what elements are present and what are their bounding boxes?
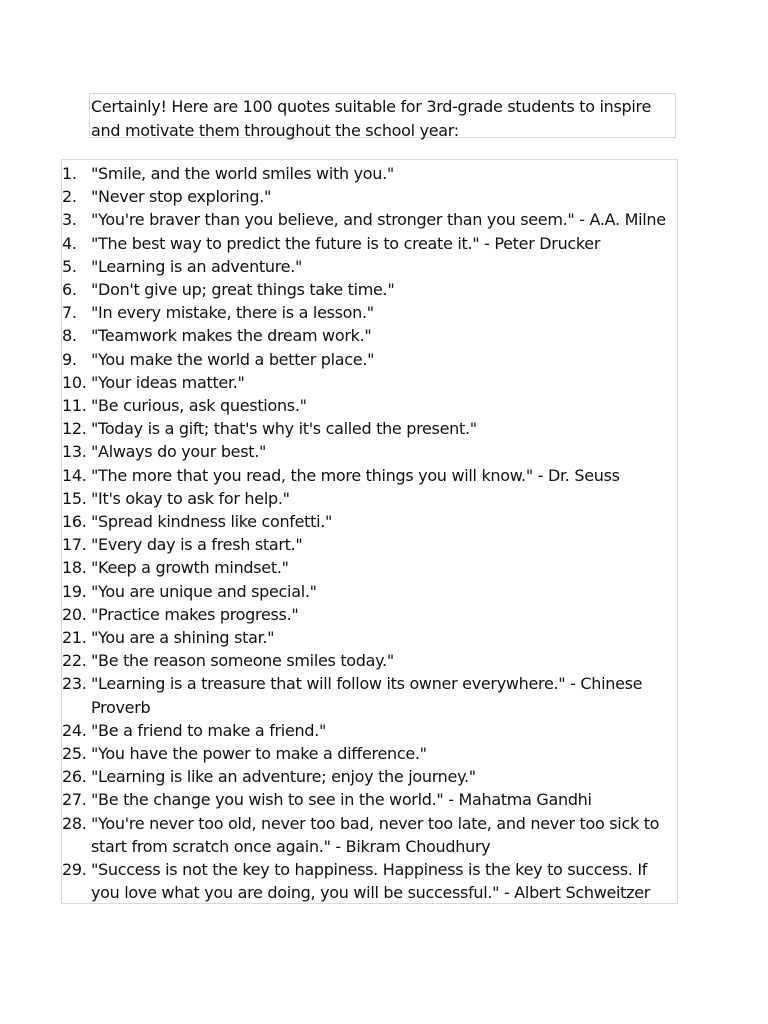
list-item-number: 20. <box>62 604 87 624</box>
list-item <box>62 324 677 347</box>
list-item-number: 3. <box>62 210 77 230</box>
list-item-number: 4. <box>62 233 77 253</box>
list-item <box>62 742 677 765</box>
intro-paragraph-box <box>89 93 676 138</box>
list-item-quote: "You have the power to make a difference." <box>91 744 427 764</box>
list-item-quote: "The best way to predict the future is to create it." - Peter Drucker <box>91 233 601 253</box>
list-item-number: 6. <box>62 280 77 300</box>
list-item <box>62 672 677 718</box>
list-item <box>62 719 677 742</box>
list-item <box>62 301 677 324</box>
list-item <box>62 649 677 672</box>
list-item-quote: "Don't give up; great things take time." <box>91 280 395 300</box>
list-item-quote: "You make the world a better place." <box>91 349 375 369</box>
list-item-quote: "You're braver than you believe, and stronger than you seem." - A.A. Milne <box>91 210 666 230</box>
list-item-number: 15. <box>62 488 87 508</box>
list-item-quote: "Learning is like an adventure; enjoy the journey." <box>91 767 476 787</box>
list-item-quote: "Never stop exploring." <box>91 187 272 207</box>
list-item-number: 12. <box>62 419 87 439</box>
list-item-quote: "Your ideas matter." <box>91 372 245 392</box>
list-item-number: 18. <box>62 558 87 578</box>
list-item-number: 9. <box>62 349 77 369</box>
list-item-number: 21. <box>62 628 87 648</box>
list-item-number: 19. <box>62 581 87 601</box>
list-item <box>62 510 677 533</box>
list-item <box>62 440 677 463</box>
list-item-quote: "Always do your best." <box>91 442 267 462</box>
list-item-quote: "You are unique and special." <box>91 581 317 601</box>
list-item <box>62 858 677 904</box>
list-item-quote: "Be the reason someone smiles today." <box>91 651 394 671</box>
list-item-quote: "It's okay to ask for help." <box>91 488 290 508</box>
list-item-number: 29. <box>62 860 87 880</box>
list-item <box>62 208 677 231</box>
list-item <box>62 371 677 394</box>
list-item <box>62 417 677 440</box>
list-item <box>62 232 677 255</box>
list-item-number: 16. <box>62 512 87 532</box>
list-item <box>62 603 677 626</box>
list-item-number: 13. <box>62 442 87 462</box>
list-item-quote: "Today is a gift; that's why it's called the present." <box>91 419 477 439</box>
list-item <box>62 185 677 208</box>
list-item-number: 28. <box>62 813 87 833</box>
list-item-number: 7. <box>62 303 77 323</box>
list-item <box>62 580 677 603</box>
list-item-number: 14. <box>62 465 87 485</box>
list-item <box>62 765 677 788</box>
list-item <box>62 788 677 811</box>
list-item-number: 5. <box>62 256 77 276</box>
list-item-quote: "You are a shining star." <box>91 628 275 648</box>
list-item <box>62 348 677 371</box>
list-item-quote: "Be the change you wish to see in the world." - Mahatma Gandhi <box>91 790 592 810</box>
list-item-quote: "Teamwork makes the dream work." <box>91 326 372 346</box>
list-item-quote: "Learning is an adventure." <box>91 256 303 276</box>
list-item-quote: "Success is not the key to happiness. Happiness is the key to success. If you love what you are doing, you will be successful." - Albert Schweitzer <box>91 860 651 903</box>
list-item-number: 22. <box>62 651 87 671</box>
list-item-number: 2. <box>62 187 77 207</box>
list-item <box>62 278 677 301</box>
list-item <box>62 255 677 278</box>
list-item <box>62 626 677 649</box>
list-item-number: 17. <box>62 535 87 555</box>
list-item-quote: "Smile, and the world smiles with you." <box>91 164 394 183</box>
list-item <box>62 464 677 487</box>
list-item-number: 27. <box>62 790 87 810</box>
list-item <box>62 812 677 858</box>
list-item-quote: "Practice makes progress." <box>91 604 299 624</box>
list-item <box>62 162 677 185</box>
list-item-quote: "Learning is a treasure that will follow its owner everywhere." - Chinese Proverb <box>91 674 643 717</box>
intro-text: Certainly! Here are 100 quotes suitable for 3rd-grade students to inspire and motivate them throughout the school year: <box>91 97 651 140</box>
list-item-number: 24. <box>62 720 87 740</box>
list-item-quote: "You're never too old, never too bad, never too late, and never too sick to start from scratch once again." - Bikram Choudhury <box>91 813 660 856</box>
list-item-number: 10. <box>62 372 87 392</box>
list-item-quote: "The more that you read, the more things you will know." - Dr. Seuss <box>91 465 620 485</box>
list-item-quote: "In every mistake, there is a lesson." <box>91 303 374 323</box>
quote-list-box <box>61 159 678 904</box>
list-item-quote: "Every day is a fresh start." <box>91 535 303 555</box>
list-item-number: 25. <box>62 744 87 764</box>
quote-list <box>62 162 677 905</box>
list-item-quote: "Be a friend to make a friend." <box>91 720 327 740</box>
list-item <box>62 487 677 510</box>
list-item-quote: "Spread kindness like confetti." <box>91 512 333 532</box>
list-item-quote: "Be curious, ask questions." <box>91 396 307 416</box>
list-item-number: 11. <box>62 396 87 416</box>
list-item <box>62 556 677 579</box>
list-item <box>62 394 677 417</box>
list-item-number: 23. <box>62 674 87 694</box>
list-item-number: 8. <box>62 326 77 346</box>
list-item-number: 1. <box>62 164 77 183</box>
list-item-number: 26. <box>62 767 87 787</box>
list-item-quote: "Keep a growth mindset." <box>91 558 289 578</box>
list-item <box>62 533 677 556</box>
